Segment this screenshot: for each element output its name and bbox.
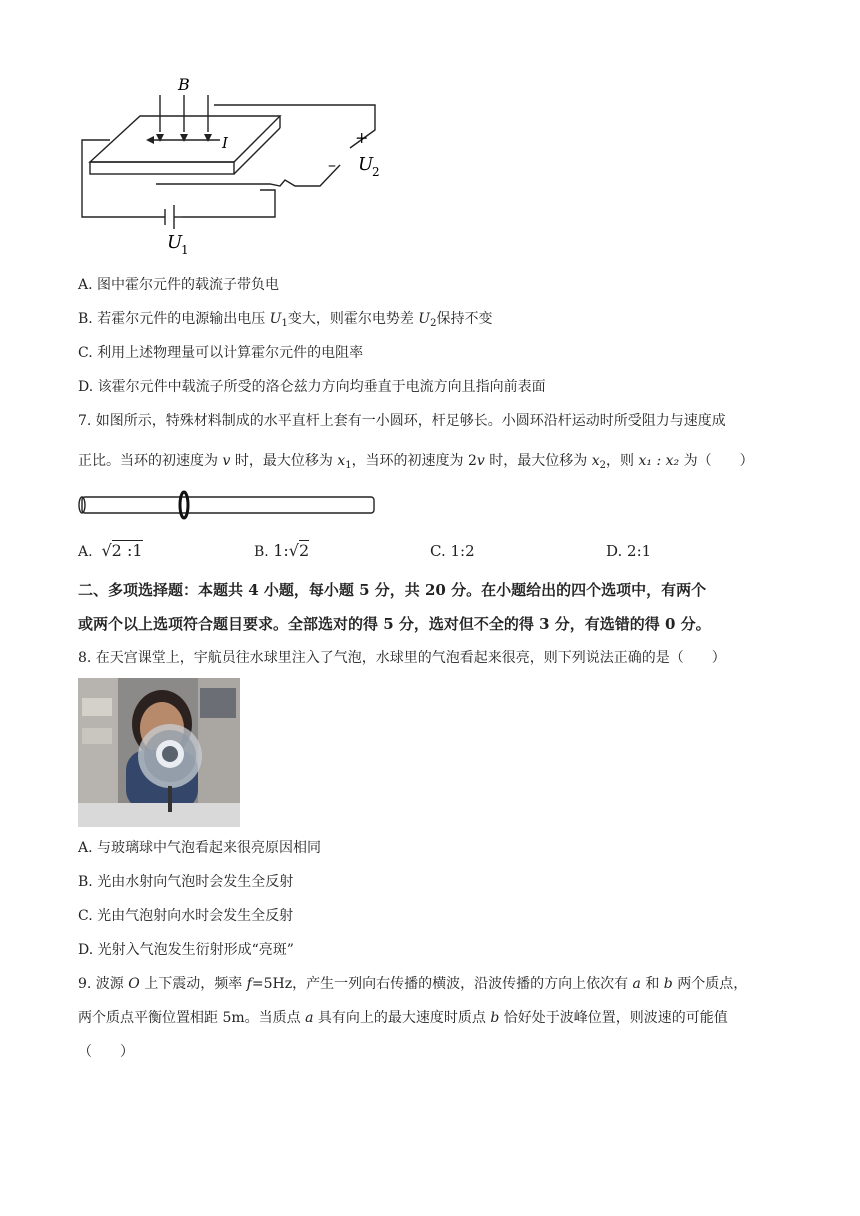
q6-option-b: B. 若霍尔元件的电源输出电压 $U_1$变大，则霍尔电势差 $U_2$保持不变 [78, 311, 493, 329]
hall-element-diagram [70, 70, 400, 260]
rod-ring-diagram [76, 490, 386, 522]
q8-option-a: A. 与玻璃球中气泡看起来很亮原因相同 [78, 840, 322, 856]
label-plus: + [355, 128, 369, 147]
q8-option-b: B. 光由水射向气泡时会发生全反射 [78, 874, 294, 890]
label-minus: – [328, 155, 336, 174]
astronaut-water-ball-photo [78, 678, 240, 827]
label-U2: U [358, 154, 374, 175]
q9-answer-bracket: （ ） [78, 1044, 134, 1060]
q8-option-d: D. 光射入气泡发生衍射形成“亮斑” [78, 942, 294, 958]
q7-option-c: C. 1:2 [430, 542, 475, 560]
q9-stem-line2: 两个质点平衡位置相距 5m。当质点 a 具有向上的最大速度时质点 b 恰好处于波峰位置，则波速的可能值 [78, 1010, 728, 1026]
q7-stem-line2: 正比。当环的初速度为 v 时，最大位移为 $x_1$，当环的初速度为 2v 时，最大位移为 $x_2$，则 x₁ : x₂ 为（ ） [78, 453, 754, 471]
q7-stem-line1: 7. 如图所示，特殊材料制成的水平直杆上套有一小圆环，杆足够长。小圆环沿杆运动时所受阻力与速度成 [78, 413, 726, 429]
q7-option-b: B. 1:√2 [254, 541, 310, 560]
label-U2-sub: 2 [372, 165, 380, 179]
q8-stem: 8. 在天宫课堂上，宇航员往水球里注入了气泡，水球里的气泡看起来很亮，则下列说法正确的是（ ） [78, 650, 726, 666]
label-B: B [178, 75, 190, 94]
q7-option-a: A. √2 :1 [78, 541, 143, 560]
q7-option-d: D. 2:1 [606, 542, 652, 560]
label-U1: U [167, 232, 183, 253]
section2-heading-line1: 二、多项选择题：本题共 4 小题，每小题 5 分，共 20 分。在小题给出的四个选项中，有两个 [78, 581, 707, 599]
q6-option-c: C. 利用上述物理量可以计算霍尔元件的电阻率 [78, 345, 364, 361]
label-I: I [222, 134, 228, 152]
section2-heading-line2: 或两个以上选项符合题目要求。全部选对的得 5 分，选对但不全的得 3 分，有选错的得 0 分。 [78, 615, 711, 633]
q6-option-a: A. 图中霍尔元件的载流子带负电 [78, 277, 280, 293]
label-U1-sub: 1 [181, 243, 189, 257]
q8-option-c: C. 光由气泡射向水时会发生全反射 [78, 908, 294, 924]
q9-stem-line1: 9. 波源 O 上下震动，频率 f=5Hz，产生一列向右传播的横波，沿波传播的方向上依次有 a 和 b 两个质点， [78, 976, 748, 992]
q6-option-d: D. 该霍尔元件中载流子所受的洛仑兹力方向均垂直于电流方向且指向前表面 [78, 379, 546, 395]
